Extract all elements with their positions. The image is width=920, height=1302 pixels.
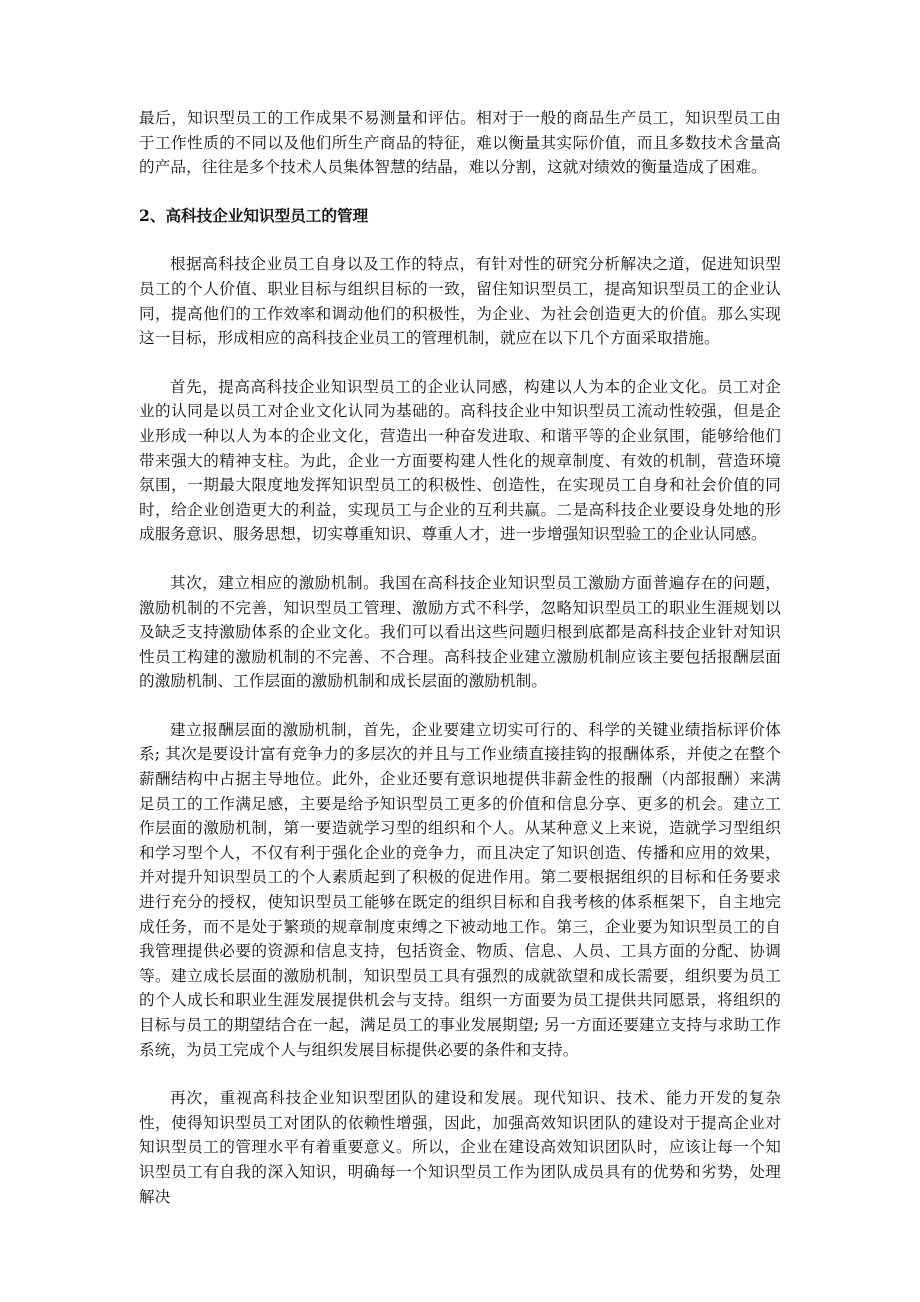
paragraph-work-results: 最后，知识型员工的工作成果不易测量和评估。相对于一般的商品生产员工，知识型员工由于工作性质的不同以及他们所生产商品的特征，难以衡量其实际价值，而且多数技术含量高的产品，往往是多个技术人员集体智慧的结晶，难以分割，这就对绩效的衡量造成了困难。 [139, 109, 781, 177]
paragraph-incentive-mechanism: 其次，建立相应的激励机制。我国在高科技企业知识型员工激励方面普遍存在的问题，激励机制的不完善，知识型员工管理、激励方式不科学，忽略知识型员工的职业生涯规划以及缺乏支持激励体系的企业文化。我们可以看出这些问题归根到底都是高科技企业针对知识性员工构建的激励机制的不完善、不合理。高科技企业建立激励机制应该主要包括报酬层面的激励机制、工作层面的激励机制和成长层面的激励机制。 [139, 573, 781, 691]
paragraph-enterprise-culture: 首先，提高高科技企业知识型员工的企业认同感，构建以人为本的企业文化。员工对企业的认同是以员工对企业文化认同为基础的。高科技企业中知识型员工流动性较强，但是企业形成一种以人为本的企业文化，营造出一种奋发进取、和谐平等的企业氛围，能够给他们带来强大的精神支柱。为此，企业一方面要构建人性化的规章制度、有效的机制，营造环境氛围，一期最大限度地发挥知识型员工的积极性、创造性，在实现员工自身和社会价值的同时，给企业创造更大的利益，实现员工与企业的互利共赢。二是高科技企业要设身处地的形成服务意识、服务思想，切实尊重知识、尊重人才，进一步增强知识型验工的企业认同感。 [139, 377, 781, 544]
section-heading: 2、高科技企业知识型员工的管理 [139, 205, 369, 225]
document-page [139, 106, 781, 1209]
paragraph-reward-mechanism: 建立报酬层面的激励机制，首先，企业要建立切实可行的、科学的关键业绩指标评价体系; 其次是要设计富有竞争力的多层次的并且与工作业绩直接挂钩的报酬体系，并使之在整个薪酬结构中占据主导地位。此外，企业还要有意识地提供非薪金性的报酬（内部报酬）来满足员工的工作满足感，主要是给予知识型员工更多的价值和信息分享、更多的机会。建立工作层面的激励机制，第一要造就学习型的组织和个人。从某种意义上来说，造就学习型组织和学习型个人，不仅有利于强化企业的竞争力，而且决定了知识创造、传播和应用的效果，并对提升知识型员工的个人素质起到了积极的促进作用。第二要根据组织的目标和任务要求进行充分的授权，使知识型员工能够在既定的组织目标和自我考核的体系框架下，自主地完成任务，而不是处于繁琐的规章制度束缚之下被动地工作。第三，企业要为知识型员工的自我管理提供必要的资源和信息支持，包括资金、物质、信息、人员、工具方面的分配、协调等。建立成长层面的激励机制，知识型员工具有强烈的成就欲望和成长需要，组织要为员工的个人成长和职业生涯发展提供机会与支持。组织一方面要为员工提供共同愿景，将组织的目标与员工的期望结合在一起，满足员工的事业发展期望; 另一方面还要建立支持与求助工作系统，为员工完成个人与组织发展目标提供必要的条件和支持。 [139, 720, 781, 1059]
paragraph-management-intro: 根据高科技企业员工自身以及工作的特点，有针对性的研究分析解决之道，促进知识型员工的个人价值、职业目标与组织目标的一致，留住知识型员工，提高知识型员工的企业认同，提高他们的工作效率和调动他们的积极性，为企业、为社会创造更大的价值。那么实现这一目标，形成相应的高科技企业员工的管理机制，就应在以下几个方面采取措施。 [139, 255, 781, 348]
paragraph-team-building: 再次，重视高科技企业知识型团队的建设和发展。现代知识、技术、能力开发的复杂性，使得知识型员工对团队的依赖性增强，因此，加强高效知识团队的建设对于提高企业对知识型员工的管理水平有着重要意义。所以，企业在建设高效知识团队时，应该让每一个知识型员工有自我的深入知识，明确每一个知识型员工作为团队成员具有的优势和劣势，处理解决 [139, 1089, 781, 1206]
